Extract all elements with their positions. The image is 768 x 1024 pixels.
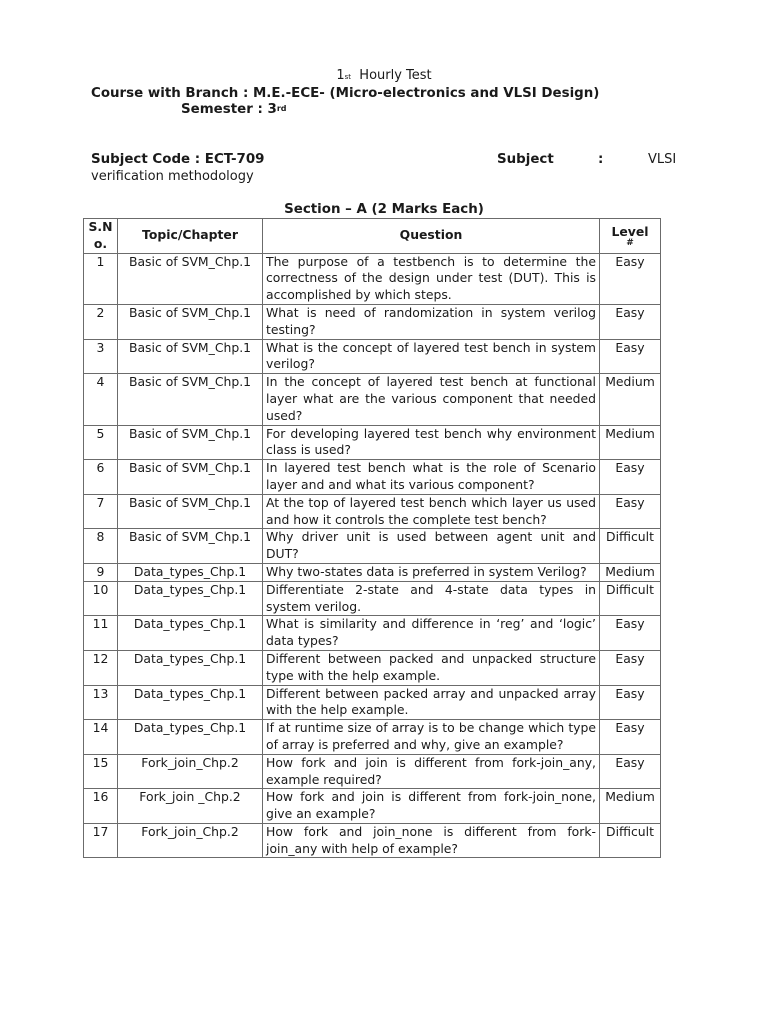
row-level-cell: Easy — [600, 616, 661, 651]
table-body — [84, 253, 661, 858]
table-header-row — [84, 219, 661, 254]
row-question-cell: For developing layered test bench why environment class is used? — [263, 425, 600, 460]
row-topic-cell: Fork_join _Chp.2 — [118, 789, 263, 824]
row-sno-cell: 17 — [84, 823, 118, 858]
table-row — [84, 685, 661, 720]
row-topic-cell: Basic of SVM_Chp.1 — [118, 494, 263, 529]
subject-value-line1: VLSI — [648, 152, 677, 167]
subject-label: Subject — [497, 152, 554, 167]
row-sno-cell: 5 — [84, 425, 118, 460]
row-question-cell: The purpose of a testbench is to determine the correctness of the design under test (DUT). This is accomplished by which steps. — [263, 253, 600, 304]
header-level — [600, 219, 661, 254]
header-topic: Topic/Chapter — [118, 219, 263, 254]
row-sno-cell: 2 — [84, 304, 118, 339]
row-sno-cell: 13 — [84, 685, 118, 720]
row-sno-cell: 14 — [84, 720, 118, 755]
table-row — [84, 563, 661, 581]
row-topic-cell: Data_types_Chp.1 — [118, 563, 263, 581]
row-question-cell: Different between packed and unpacked structure type with the help example. — [263, 650, 600, 685]
row-level-cell: Easy — [600, 304, 661, 339]
row-topic-cell: Basic of SVM_Chp.1 — [118, 425, 263, 460]
table-row — [84, 650, 661, 685]
row-sno-cell: 15 — [84, 754, 118, 789]
row-topic-cell: Fork_join_Chp.2 — [118, 823, 263, 858]
row-level-cell: Easy — [600, 720, 661, 755]
row-question-cell: What is need of randomization in system verilog testing? — [263, 304, 600, 339]
row-topic-cell: Data_types_Chp.1 — [118, 581, 263, 616]
table-row — [84, 823, 661, 858]
table-row — [84, 754, 661, 789]
row-level-cell: Medium — [600, 425, 661, 460]
table-row — [84, 374, 661, 425]
row-question-cell: How fork and join is different from fork-join_none, give an example? — [263, 789, 600, 824]
row-topic-cell: Basic of SVM_Chp.1 — [118, 529, 263, 564]
semester-text: Semester : 3 — [181, 102, 277, 117]
row-sno-cell: 8 — [84, 529, 118, 564]
row-sno-cell: 11 — [84, 616, 118, 651]
semester-suffix: rd — [276, 104, 287, 113]
section-title: Section – A (2 Marks Each) — [284, 202, 484, 217]
questions-table — [83, 218, 661, 858]
row-question-cell: In layered test bench what is the role of Scenario layer and and what its various component? — [263, 460, 600, 495]
test-title — [0, 68, 768, 84]
test-number: 1 — [336, 68, 345, 83]
header-level-mark: # — [626, 238, 634, 249]
row-level-cell: Medium — [600, 789, 661, 824]
table-row — [84, 460, 661, 495]
row-sno-cell: 6 — [84, 460, 118, 495]
row-question-cell: What is the concept of layered test bench in system verilog? — [263, 339, 600, 374]
row-sno-cell: 3 — [84, 339, 118, 374]
course-branch: Course with Branch : M.E.-ECE- (Micro-electronics and VLSI Design) — [91, 86, 600, 101]
test-title-text: Hourly Test — [359, 68, 432, 83]
row-question-cell: If at runtime size of array is to be change which type of array is preferred and why, give an example? — [263, 720, 600, 755]
row-question-cell: Differentiate 2-state and 4-state data types in system verilog. — [263, 581, 600, 616]
row-question-cell: In the concept of layered test bench at functional layer what are the various component that needed used? — [263, 374, 600, 425]
row-sno-cell: 9 — [84, 563, 118, 581]
row-topic-cell: Basic of SVM_Chp.1 — [118, 253, 263, 304]
row-level-cell: Easy — [600, 754, 661, 789]
row-sno-cell: 12 — [84, 650, 118, 685]
subject-code: Subject Code : ECT-709 — [91, 152, 265, 167]
table-row — [84, 425, 661, 460]
row-level-cell: Easy — [600, 339, 661, 374]
row-level-cell: Easy — [600, 650, 661, 685]
row-question-cell: How fork and join_none is different from fork-join_any with help of example? — [263, 823, 600, 858]
row-topic-cell: Basic of SVM_Chp.1 — [118, 339, 263, 374]
row-topic-cell: Basic of SVM_Chp.1 — [118, 460, 263, 495]
table-row — [84, 581, 661, 616]
row-topic-cell: Fork_join_Chp.2 — [118, 754, 263, 789]
test-number-suffix: st — [344, 73, 352, 81]
row-level-cell: Easy — [600, 685, 661, 720]
row-question-cell: Different between packed array and unpacked array with the help example. — [263, 685, 600, 720]
table-row — [84, 494, 661, 529]
row-sno-cell: 4 — [84, 374, 118, 425]
row-question-cell: What is similarity and difference in ‘reg’ and ‘logic’ data types? — [263, 616, 600, 651]
table-row — [84, 529, 661, 564]
row-question-cell: Why two-states data is preferred in system Verilog? — [263, 563, 600, 581]
row-question-cell: How fork and join is different from fork-join_any, example required? — [263, 754, 600, 789]
header-level-text: Level — [611, 224, 649, 240]
row-level-cell: Easy — [600, 460, 661, 495]
row-topic-cell: Data_types_Chp.1 — [118, 720, 263, 755]
row-topic-cell: Data_types_Chp.1 — [118, 616, 263, 651]
row-topic-cell: Basic of SVM_Chp.1 — [118, 374, 263, 425]
row-topic-cell: Data_types_Chp.1 — [118, 685, 263, 720]
header-sno: S.No. — [84, 219, 118, 254]
table-row — [84, 253, 661, 304]
subject-colon: : — [598, 152, 604, 167]
table-row — [84, 789, 661, 824]
row-topic-cell: Basic of SVM_Chp.1 — [118, 304, 263, 339]
table-row — [84, 339, 661, 374]
row-level-cell: Easy — [600, 494, 661, 529]
header-question: Question — [263, 219, 600, 254]
row-sno-cell: 7 — [84, 494, 118, 529]
subject-value-line2: verification methodology — [91, 169, 254, 184]
row-topic-cell: Data_types_Chp.1 — [118, 650, 263, 685]
row-question-cell: At the top of layered test bench which layer us used and how it controls the complete test bench? — [263, 494, 600, 529]
row-level-cell: Medium — [600, 374, 661, 425]
row-level-cell: Easy — [600, 253, 661, 304]
row-level-cell: Medium — [600, 563, 661, 581]
row-sno-cell: 16 — [84, 789, 118, 824]
row-sno-cell: 1 — [84, 253, 118, 304]
row-question-cell: Why driver unit is used between agent unit and DUT? — [263, 529, 600, 564]
row-level-cell: Difficult — [600, 581, 661, 616]
table-row — [84, 616, 661, 651]
table-row — [84, 304, 661, 339]
row-level-cell: Difficult — [600, 823, 661, 858]
semester — [181, 101, 287, 118]
row-level-cell: Difficult — [600, 529, 661, 564]
table-row — [84, 720, 661, 755]
row-sno-cell: 10 — [84, 581, 118, 616]
